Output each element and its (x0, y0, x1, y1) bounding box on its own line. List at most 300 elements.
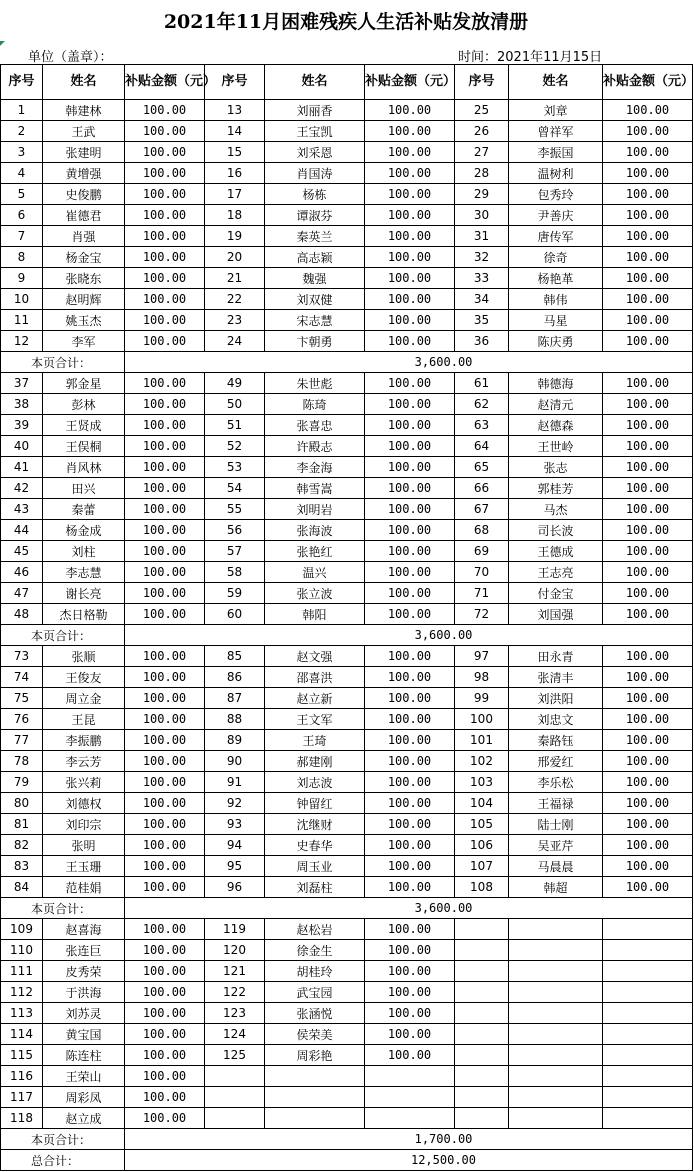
amount-cell: 100.00 (365, 499, 455, 520)
page-total-row (1, 898, 693, 919)
recipient-name-cell: 武宝园 (265, 982, 365, 1003)
amount-cell: 100.00 (603, 205, 693, 226)
seq-cell: 38 (1, 394, 43, 415)
recipient-name-cell: 黄增强 (43, 163, 125, 184)
recipient-name-cell: 郭桂芳 (509, 478, 603, 499)
amount-cell: 100.00 (365, 163, 455, 184)
empty-cell (603, 919, 693, 940)
seq-cell: 62 (455, 394, 509, 415)
table-row (1, 247, 693, 268)
seq-cell: 95 (205, 856, 265, 877)
table-row (1, 562, 693, 583)
issue-date-label: 时间：2021年11月15日 (458, 50, 603, 65)
empty-cell (603, 1045, 693, 1066)
amount-cell: 100.00 (125, 961, 205, 982)
table-row (1, 751, 693, 772)
recipient-name-cell: 张艳红 (265, 541, 365, 562)
recipient-name-cell: 郭金星 (43, 373, 125, 394)
table-row (1, 961, 693, 982)
amount-cell: 100.00 (365, 667, 455, 688)
page-total-value: 3,600.00 (125, 625, 693, 646)
amount-cell: 100.00 (125, 247, 205, 268)
table-row (1, 310, 693, 331)
amount-cell: 100.00 (365, 919, 455, 940)
recipient-name-cell: 田兴 (43, 478, 125, 499)
seq-cell: 52 (205, 436, 265, 457)
seq-cell: 83 (1, 856, 43, 877)
recipient-name-cell: 韩阳 (265, 604, 365, 625)
recipient-name-cell: 陈庆勇 (509, 331, 603, 352)
seq-cell: 76 (1, 709, 43, 730)
recipient-name-cell: 韩雪嵩 (265, 478, 365, 499)
header-name: 姓名 (265, 65, 365, 100)
recipient-name-cell: 温兴 (265, 562, 365, 583)
seq-cell: 96 (205, 877, 265, 898)
seq-cell: 105 (455, 814, 509, 835)
recipient-name-cell: 张连巨 (43, 940, 125, 961)
recipient-name-cell: 张立波 (265, 583, 365, 604)
seq-cell: 12 (1, 331, 43, 352)
amount-cell: 100.00 (125, 415, 205, 436)
seq-cell: 45 (1, 541, 43, 562)
subsidy-roster-table (0, 64, 693, 1171)
table-row (1, 1024, 693, 1045)
header-amount: 补贴金额（元） (125, 65, 205, 100)
recipient-name-cell: 侯荣美 (265, 1024, 365, 1045)
amount-cell: 100.00 (125, 1066, 205, 1087)
table-row (1, 604, 693, 625)
recipient-name-cell: 王荣山 (43, 1066, 125, 1087)
recipient-name-cell: 周彩艳 (265, 1045, 365, 1066)
amount-cell: 100.00 (365, 1045, 455, 1066)
page-total-label: 本页合计： (1, 625, 125, 646)
recipient-name-cell: 杨金成 (43, 520, 125, 541)
recipient-name-cell: 刘丽香 (265, 100, 365, 121)
amount-cell: 100.00 (603, 751, 693, 772)
empty-cell (509, 1003, 603, 1024)
table-row (1, 688, 693, 709)
seq-cell: 90 (205, 751, 265, 772)
recipient-name-cell: 肖国涛 (265, 163, 365, 184)
amount-cell: 100.00 (125, 520, 205, 541)
seq-cell: 44 (1, 520, 43, 541)
amount-cell: 100.00 (365, 436, 455, 457)
recipient-name-cell: 王俣桐 (43, 436, 125, 457)
amount-cell: 100.00 (125, 394, 205, 415)
amount-cell: 100.00 (125, 856, 205, 877)
amount-cell: 100.00 (603, 583, 693, 604)
seq-cell: 20 (205, 247, 265, 268)
recipient-name-cell: 韩超 (509, 877, 603, 898)
empty-cell (265, 1087, 365, 1108)
recipient-name-cell: 李军 (43, 331, 125, 352)
amount-cell: 100.00 (603, 331, 693, 352)
recipient-name-cell: 杨金宝 (43, 247, 125, 268)
recipient-name-cell: 徐奇 (509, 247, 603, 268)
seq-cell: 80 (1, 793, 43, 814)
recipient-name-cell: 崔德君 (43, 205, 125, 226)
seq-cell: 81 (1, 814, 43, 835)
recipient-name-cell: 马星 (509, 310, 603, 331)
amount-cell: 100.00 (603, 226, 693, 247)
amount-cell: 100.00 (603, 121, 693, 142)
recipient-name-cell: 赵文强 (265, 646, 365, 667)
seq-cell: 100 (455, 709, 509, 730)
seq-cell: 102 (455, 751, 509, 772)
amount-cell: 100.00 (603, 457, 693, 478)
seq-cell: 91 (205, 772, 265, 793)
amount-cell: 100.00 (365, 457, 455, 478)
seq-cell: 82 (1, 835, 43, 856)
seq-cell: 35 (455, 310, 509, 331)
grand-total-value: 12,500.00 (125, 1150, 693, 1171)
header-seq: 序号 (205, 65, 265, 100)
amount-cell: 100.00 (603, 688, 693, 709)
table-body (1, 100, 693, 1171)
table-row (1, 793, 693, 814)
recipient-name-cell: 韩建林 (43, 100, 125, 121)
amount-cell: 100.00 (365, 646, 455, 667)
amount-cell: 100.00 (365, 1003, 455, 1024)
recipient-name-cell: 秦英兰 (265, 226, 365, 247)
table-row (1, 142, 693, 163)
page-total-row (1, 352, 693, 373)
seq-cell: 86 (205, 667, 265, 688)
empty-cell (509, 982, 603, 1003)
recipient-name-cell: 尹善庆 (509, 205, 603, 226)
page-total-label: 本页合计： (1, 352, 125, 373)
table-row (1, 415, 693, 436)
table-row (1, 583, 693, 604)
table-row (1, 457, 693, 478)
amount-cell: 100.00 (125, 646, 205, 667)
seq-cell: 33 (455, 268, 509, 289)
seq-cell: 116 (1, 1066, 43, 1087)
seq-cell: 40 (1, 436, 43, 457)
seq-cell: 72 (455, 604, 509, 625)
recipient-name-cell: 张海波 (265, 520, 365, 541)
seq-cell: 29 (455, 184, 509, 205)
amount-cell: 100.00 (603, 268, 693, 289)
recipient-name-cell: 许殿志 (265, 436, 365, 457)
recipient-name-cell: 马杰 (509, 499, 603, 520)
seq-cell: 55 (205, 499, 265, 520)
empty-cell (509, 961, 603, 982)
recipient-name-cell: 李云芳 (43, 751, 125, 772)
seq-cell: 69 (455, 541, 509, 562)
seq-cell: 109 (1, 919, 43, 940)
recipient-name-cell: 王昆 (43, 709, 125, 730)
amount-cell: 100.00 (603, 730, 693, 751)
amount-cell: 100.00 (365, 793, 455, 814)
table-row (1, 100, 693, 121)
table-row (1, 772, 693, 793)
seq-cell: 51 (205, 415, 265, 436)
amount-cell: 100.00 (125, 793, 205, 814)
table-row (1, 709, 693, 730)
seq-cell: 66 (455, 478, 509, 499)
seq-cell: 71 (455, 583, 509, 604)
amount-cell: 100.00 (603, 100, 693, 121)
seq-cell: 108 (455, 877, 509, 898)
seq-cell: 28 (455, 163, 509, 184)
seq-cell: 25 (455, 100, 509, 121)
seq-cell: 15 (205, 142, 265, 163)
seq-cell: 18 (205, 205, 265, 226)
seq-cell: 106 (455, 835, 509, 856)
recipient-name-cell: 杨艳革 (509, 268, 603, 289)
amount-cell: 100.00 (603, 772, 693, 793)
recipient-name-cell: 张清丰 (509, 667, 603, 688)
recipient-name-cell: 曾祥军 (509, 121, 603, 142)
table-row (1, 184, 693, 205)
recipient-name-cell: 黄宝国 (43, 1024, 125, 1045)
seq-cell: 14 (205, 121, 265, 142)
amount-cell: 100.00 (603, 814, 693, 835)
page-total-row (1, 1129, 693, 1150)
table-row (1, 919, 693, 940)
seq-cell: 74 (1, 667, 43, 688)
recipient-name-cell: 王世岭 (509, 436, 603, 457)
amount-cell: 100.00 (125, 562, 205, 583)
seq-cell: 99 (455, 688, 509, 709)
amount-cell: 100.00 (125, 541, 205, 562)
seq-cell: 67 (455, 499, 509, 520)
empty-cell (455, 961, 509, 982)
recipient-name-cell: 赵清元 (509, 394, 603, 415)
seq-cell: 11 (1, 310, 43, 331)
seq-cell: 112 (1, 982, 43, 1003)
recipient-name-cell: 魏强 (265, 268, 365, 289)
seq-cell: 113 (1, 1003, 43, 1024)
seq-cell: 57 (205, 541, 265, 562)
amount-cell: 100.00 (603, 856, 693, 877)
page-total-row (1, 625, 693, 646)
amount-cell: 100.00 (365, 310, 455, 331)
recipient-name-cell: 赵立成 (43, 1108, 125, 1129)
recipient-name-cell: 刘章 (509, 100, 603, 121)
amount-cell: 100.00 (125, 331, 205, 352)
seq-cell: 31 (455, 226, 509, 247)
recipient-name-cell: 胡桂玲 (265, 961, 365, 982)
amount-cell: 100.00 (365, 982, 455, 1003)
empty-cell (603, 1087, 693, 1108)
recipient-name-cell: 周彩凤 (43, 1087, 125, 1108)
header-name: 姓名 (509, 65, 603, 100)
amount-cell: 100.00 (125, 730, 205, 751)
seq-cell: 24 (205, 331, 265, 352)
empty-cell (509, 1108, 603, 1129)
recipient-name-cell: 赵喜海 (43, 919, 125, 940)
table-row (1, 226, 693, 247)
seq-cell: 17 (205, 184, 265, 205)
amount-cell: 100.00 (365, 1024, 455, 1045)
table-row (1, 1045, 693, 1066)
page-total-value: 1,700.00 (125, 1129, 693, 1150)
amount-cell: 100.00 (125, 1087, 205, 1108)
amount-cell: 100.00 (365, 100, 455, 121)
empty-cell (205, 1066, 265, 1087)
amount-cell: 100.00 (603, 793, 693, 814)
seq-cell: 26 (455, 121, 509, 142)
table-row (1, 982, 693, 1003)
amount-cell: 100.00 (365, 709, 455, 730)
amount-cell: 100.00 (125, 142, 205, 163)
seq-cell: 124 (205, 1024, 265, 1045)
recipient-name-cell: 唐传军 (509, 226, 603, 247)
empty-cell (603, 982, 693, 1003)
seq-cell: 93 (205, 814, 265, 835)
recipient-name-cell: 张喜忠 (265, 415, 365, 436)
recipient-name-cell: 田永青 (509, 646, 603, 667)
header-seq: 序号 (1, 65, 43, 100)
recipient-name-cell: 史春华 (265, 835, 365, 856)
recipient-name-cell: 谭淑芬 (265, 205, 365, 226)
table-row (1, 478, 693, 499)
amount-cell: 100.00 (603, 667, 693, 688)
page-total-value: 3,600.00 (125, 898, 693, 919)
seq-cell: 36 (455, 331, 509, 352)
recipient-name-cell: 韩伟 (509, 289, 603, 310)
seq-cell: 10 (1, 289, 43, 310)
recipient-name-cell: 周玉业 (265, 856, 365, 877)
recipient-name-cell: 温树利 (509, 163, 603, 184)
header-seq: 序号 (455, 65, 509, 100)
seq-cell: 7 (1, 226, 43, 247)
recipient-name-cell: 张兴莉 (43, 772, 125, 793)
seq-cell: 77 (1, 730, 43, 751)
recipient-name-cell: 杨栋 (265, 184, 365, 205)
recipient-name-cell: 皮秀荣 (43, 961, 125, 982)
amount-cell: 100.00 (365, 751, 455, 772)
seq-cell: 23 (205, 310, 265, 331)
seq-cell: 50 (205, 394, 265, 415)
seq-cell: 64 (455, 436, 509, 457)
recipient-name-cell: 王玉珊 (43, 856, 125, 877)
recipient-name-cell: 包秀玲 (509, 184, 603, 205)
recipient-name-cell: 高志颖 (265, 247, 365, 268)
recipient-name-cell: 刘采恩 (265, 142, 365, 163)
recipient-name-cell: 韩德海 (509, 373, 603, 394)
recipient-name-cell: 刘苏灵 (43, 1003, 125, 1024)
table-row (1, 289, 693, 310)
amount-cell: 100.00 (125, 877, 205, 898)
table-row (1, 667, 693, 688)
amount-cell: 100.00 (365, 814, 455, 835)
page-total-label: 本页合计： (1, 1129, 125, 1150)
seq-cell: 37 (1, 373, 43, 394)
amount-cell: 100.00 (125, 1108, 205, 1129)
amount-cell: 100.00 (125, 751, 205, 772)
amount-cell: 100.00 (125, 184, 205, 205)
empty-cell (603, 940, 693, 961)
amount-cell: 100.00 (365, 247, 455, 268)
amount-cell: 100.00 (603, 835, 693, 856)
seq-cell: 88 (205, 709, 265, 730)
seq-cell: 6 (1, 205, 43, 226)
seq-cell: 21 (205, 268, 265, 289)
amount-cell: 100.00 (365, 520, 455, 541)
table-row (1, 856, 693, 877)
recipient-name-cell: 王琦 (265, 730, 365, 751)
amount-cell: 100.00 (365, 940, 455, 961)
seq-cell: 87 (205, 688, 265, 709)
seq-cell: 58 (205, 562, 265, 583)
table-row (1, 163, 693, 184)
seq-cell: 2 (1, 121, 43, 142)
recipient-name-cell: 沈继财 (265, 814, 365, 835)
recipient-name-cell: 张明 (43, 835, 125, 856)
seq-cell: 94 (205, 835, 265, 856)
seq-cell: 27 (455, 142, 509, 163)
table-row (1, 205, 693, 226)
empty-cell (509, 1024, 603, 1045)
amount-cell: 100.00 (603, 562, 693, 583)
document-title: 2021年11月困难残疾人生活补贴发放清册 (163, 11, 529, 33)
seq-cell: 53 (205, 457, 265, 478)
empty-cell (455, 940, 509, 961)
table-row (1, 835, 693, 856)
seq-cell: 41 (1, 457, 43, 478)
table-header (1, 65, 693, 100)
amount-cell: 100.00 (125, 121, 205, 142)
info-bar (0, 44, 692, 64)
recipient-name-cell: 李金海 (265, 457, 365, 478)
recipient-name-cell: 王福禄 (509, 793, 603, 814)
recipient-name-cell: 张晓东 (43, 268, 125, 289)
empty-cell (455, 982, 509, 1003)
amount-cell: 100.00 (365, 205, 455, 226)
grand-total-row (1, 1150, 693, 1171)
seq-cell: 85 (205, 646, 265, 667)
empty-cell (509, 1087, 603, 1108)
seq-cell: 16 (205, 163, 265, 184)
seq-cell: 42 (1, 478, 43, 499)
amount-cell: 100.00 (125, 1024, 205, 1045)
table-row (1, 520, 693, 541)
seq-cell: 49 (205, 373, 265, 394)
seq-cell: 4 (1, 163, 43, 184)
amount-cell: 100.00 (365, 961, 455, 982)
recipient-name-cell: 肖强 (43, 226, 125, 247)
table-row (1, 499, 693, 520)
seq-cell: 1 (1, 100, 43, 121)
recipient-name-cell: 赵松岩 (265, 919, 365, 940)
amount-cell: 100.00 (125, 163, 205, 184)
recipient-name-cell: 陈连柱 (43, 1045, 125, 1066)
amount-cell: 100.00 (125, 604, 205, 625)
amount-cell: 100.00 (365, 268, 455, 289)
amount-cell: 100.00 (125, 289, 205, 310)
empty-cell (265, 1066, 365, 1087)
amount-cell: 100.00 (365, 835, 455, 856)
amount-cell: 100.00 (125, 709, 205, 730)
table-row (1, 940, 693, 961)
empty-cell (603, 1003, 693, 1024)
recipient-name-cell: 卞朝勇 (265, 331, 365, 352)
recipient-name-cell: 马晨晨 (509, 856, 603, 877)
unit-seal-label: 单位（盖章）： (28, 50, 113, 65)
amount-cell: 100.00 (603, 394, 693, 415)
seq-cell: 48 (1, 604, 43, 625)
amount-cell: 100.00 (125, 583, 205, 604)
seq-cell: 61 (455, 373, 509, 394)
seq-cell: 3 (1, 142, 43, 163)
recipient-name-cell: 周立金 (43, 688, 125, 709)
recipient-name-cell: 史俊鹏 (43, 184, 125, 205)
recipient-name-cell: 刘洪阳 (509, 688, 603, 709)
recipient-name-cell: 司长波 (509, 520, 603, 541)
